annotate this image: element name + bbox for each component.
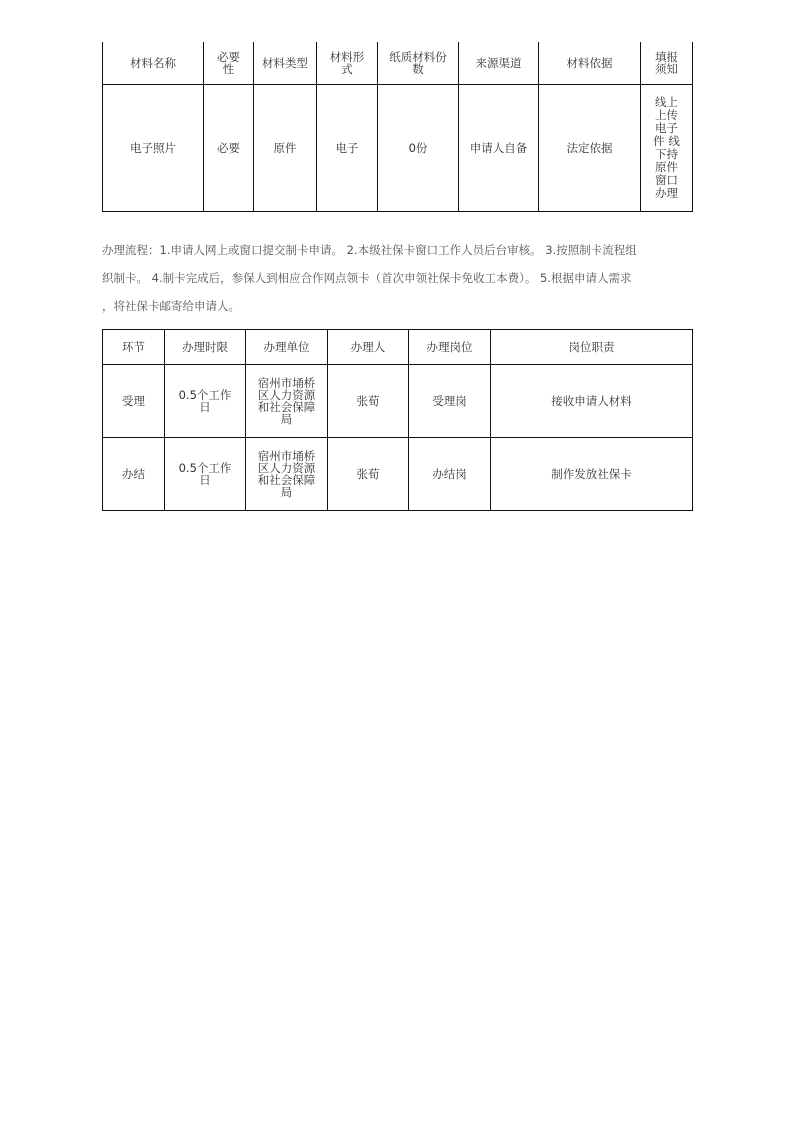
cell-handler: 张荀 <box>328 365 409 438</box>
cell-post: 办结岗 <box>409 438 491 511</box>
header-material-type: 材料类型 <box>254 42 317 85</box>
cell-material-type: 原件 <box>254 85 317 212</box>
cell-post-duty: 制作发放社保卡 <box>491 438 693 511</box>
cell-stage: 办结 <box>103 438 165 511</box>
table-row <box>103 365 693 438</box>
process-flow-line: 办理流程：1.申请人网上或窗口提交制卡申请。 2.本级社保卡窗口工作人员后台审核。 3.按照制卡流程组 <box>102 243 637 257</box>
materials-header-row <box>103 42 693 85</box>
cell-handling-unit: 宿州市埇桥区人力资源和社会保障局 <box>246 438 328 511</box>
header-material-name: 材料名称 <box>103 42 204 85</box>
cell-material-name: 电子照片 <box>103 85 204 212</box>
header-handling-unit: 办理单位 <box>246 330 328 365</box>
table-row <box>103 85 693 212</box>
cell-material-form: 电子 <box>317 85 378 212</box>
cell-necessity: 必要 <box>204 85 254 212</box>
process-flow-line: ，将社保卡邮寄给申请人。 <box>102 299 240 313</box>
header-time-limit: 办理时限 <box>165 330 246 365</box>
header-filling-notes: 填报须知 <box>641 42 693 85</box>
cell-post: 受理岗 <box>409 365 491 438</box>
cell-time-limit: 0.5个工作日 <box>165 438 246 511</box>
table-row <box>103 438 693 511</box>
header-necessity: 必要性 <box>204 42 254 85</box>
header-material-basis: 材料依据 <box>539 42 641 85</box>
process-flow-text <box>102 236 694 320</box>
header-post: 办理岗位 <box>409 330 491 365</box>
cell-time-limit: 0.5个工作日 <box>165 365 246 438</box>
cell-filling-notes: 线上上传电子件 线下持原件窗口办理 <box>641 85 693 212</box>
process-header-row <box>103 330 693 365</box>
header-handler: 办理人 <box>328 330 409 365</box>
cell-material-basis: 法定依据 <box>539 85 641 212</box>
header-material-form: 材料形式 <box>317 42 378 85</box>
process-flow-line: 织制卡。 4.制卡完成后，参保人到相应合作网点领卡（首次申领社保卡免收工本费）。 5.根据申请人需求 <box>102 271 632 285</box>
cell-handler: 张荀 <box>328 438 409 511</box>
cell-post-duty: 接收申请人材料 <box>491 365 693 438</box>
cell-stage: 受理 <box>103 365 165 438</box>
materials-table <box>102 42 693 212</box>
header-stage: 环节 <box>103 330 165 365</box>
cell-paper-copies: 0份 <box>378 85 459 212</box>
header-paper-copies: 纸质材料份数 <box>378 42 459 85</box>
header-post-duty: 岗位职责 <box>491 330 693 365</box>
process-table <box>102 329 693 511</box>
cell-source-channel: 申请人自备 <box>459 85 539 212</box>
cell-handling-unit: 宿州市埇桥区人力资源和社会保障局 <box>246 365 328 438</box>
header-source-channel: 来源渠道 <box>459 42 539 85</box>
